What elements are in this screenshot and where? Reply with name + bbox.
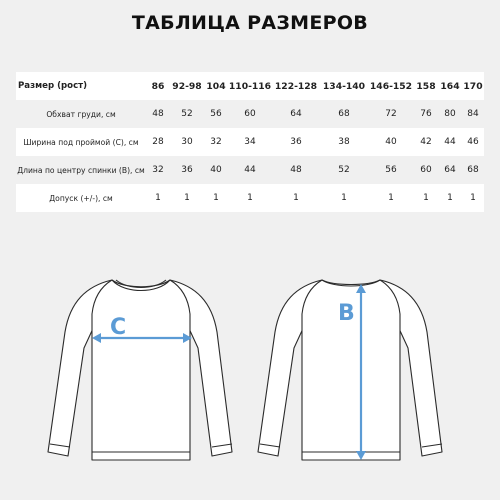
size-header-cell: 164	[438, 72, 462, 100]
size-header-cell: 134-140	[320, 72, 368, 100]
front-sweatshirt	[48, 280, 232, 460]
table-cell: 30	[170, 128, 204, 156]
table-cell: 1	[368, 184, 414, 212]
table-cell: 52	[170, 100, 204, 128]
table-row	[16, 156, 484, 184]
row-label: Допуск (+/-), см	[16, 184, 146, 212]
table-cell: 76	[414, 100, 438, 128]
table-row	[16, 184, 484, 212]
size-header-cell: 110-116	[228, 72, 272, 100]
table-cell: 1	[228, 184, 272, 212]
table-cell: 60	[414, 156, 438, 184]
table-cell: 44	[228, 156, 272, 184]
table-row	[16, 128, 484, 156]
table-cell: 40	[368, 128, 414, 156]
table-cell: 60	[228, 100, 272, 128]
table-cell: 48	[272, 156, 320, 184]
table-cell: 1	[462, 184, 484, 212]
table-cell: 1	[146, 184, 170, 212]
table-cell: 32	[204, 128, 228, 156]
size-header-cell: 158	[414, 72, 438, 100]
size-header-cell: 86	[146, 72, 170, 100]
table-cell: 56	[368, 156, 414, 184]
header-label: Размер (рост)	[16, 72, 146, 100]
row-label: Ширина под проймой (С), см	[16, 128, 146, 156]
table-cell: 64	[438, 156, 462, 184]
table-cell: 36	[170, 156, 204, 184]
table-cell: 32	[146, 156, 170, 184]
size-header-cell: 104	[204, 72, 228, 100]
table-cell: 44	[438, 128, 462, 156]
table-cell: 48	[146, 100, 170, 128]
size-header-cell: 122-128	[272, 72, 320, 100]
table-cell: 56	[204, 100, 228, 128]
table-cell: 72	[368, 100, 414, 128]
table-cell: 28	[146, 128, 170, 156]
table-row	[16, 100, 484, 128]
table-cell: 84	[462, 100, 484, 128]
table-cell: 42	[414, 128, 438, 156]
table-cell: 68	[462, 156, 484, 184]
row-label: Обхват груди, см	[16, 100, 146, 128]
table-cell: 68	[320, 100, 368, 128]
size-table	[16, 72, 484, 212]
table-cell: 1	[170, 184, 204, 212]
table-cell: 64	[272, 100, 320, 128]
table-cell: 40	[204, 156, 228, 184]
table-cell: 1	[272, 184, 320, 212]
size-header-cell: 146-152	[368, 72, 414, 100]
table-header-row	[16, 72, 484, 100]
table-cell: 52	[320, 156, 368, 184]
table-cell: 34	[228, 128, 272, 156]
size-header-cell: 92-98	[170, 72, 204, 100]
page-title: ТАБЛИЦА РАЗМЕРОВ	[131, 12, 369, 34]
row-label: Длина по центру спинки (В), см	[16, 156, 146, 184]
table-cell: 38	[320, 128, 368, 156]
table-cell: 80	[438, 100, 462, 128]
table-cell: 1	[438, 184, 462, 212]
garment-diagrams	[0, 262, 500, 492]
marker-c: C	[110, 315, 127, 340]
table-cell: 1	[320, 184, 368, 212]
size-header-cell: 170	[462, 72, 484, 100]
table-cell: 36	[272, 128, 320, 156]
table-cell: 1	[414, 184, 438, 212]
table-cell: 1	[204, 184, 228, 212]
table-cell: 46	[462, 128, 484, 156]
marker-b: B	[338, 301, 355, 326]
